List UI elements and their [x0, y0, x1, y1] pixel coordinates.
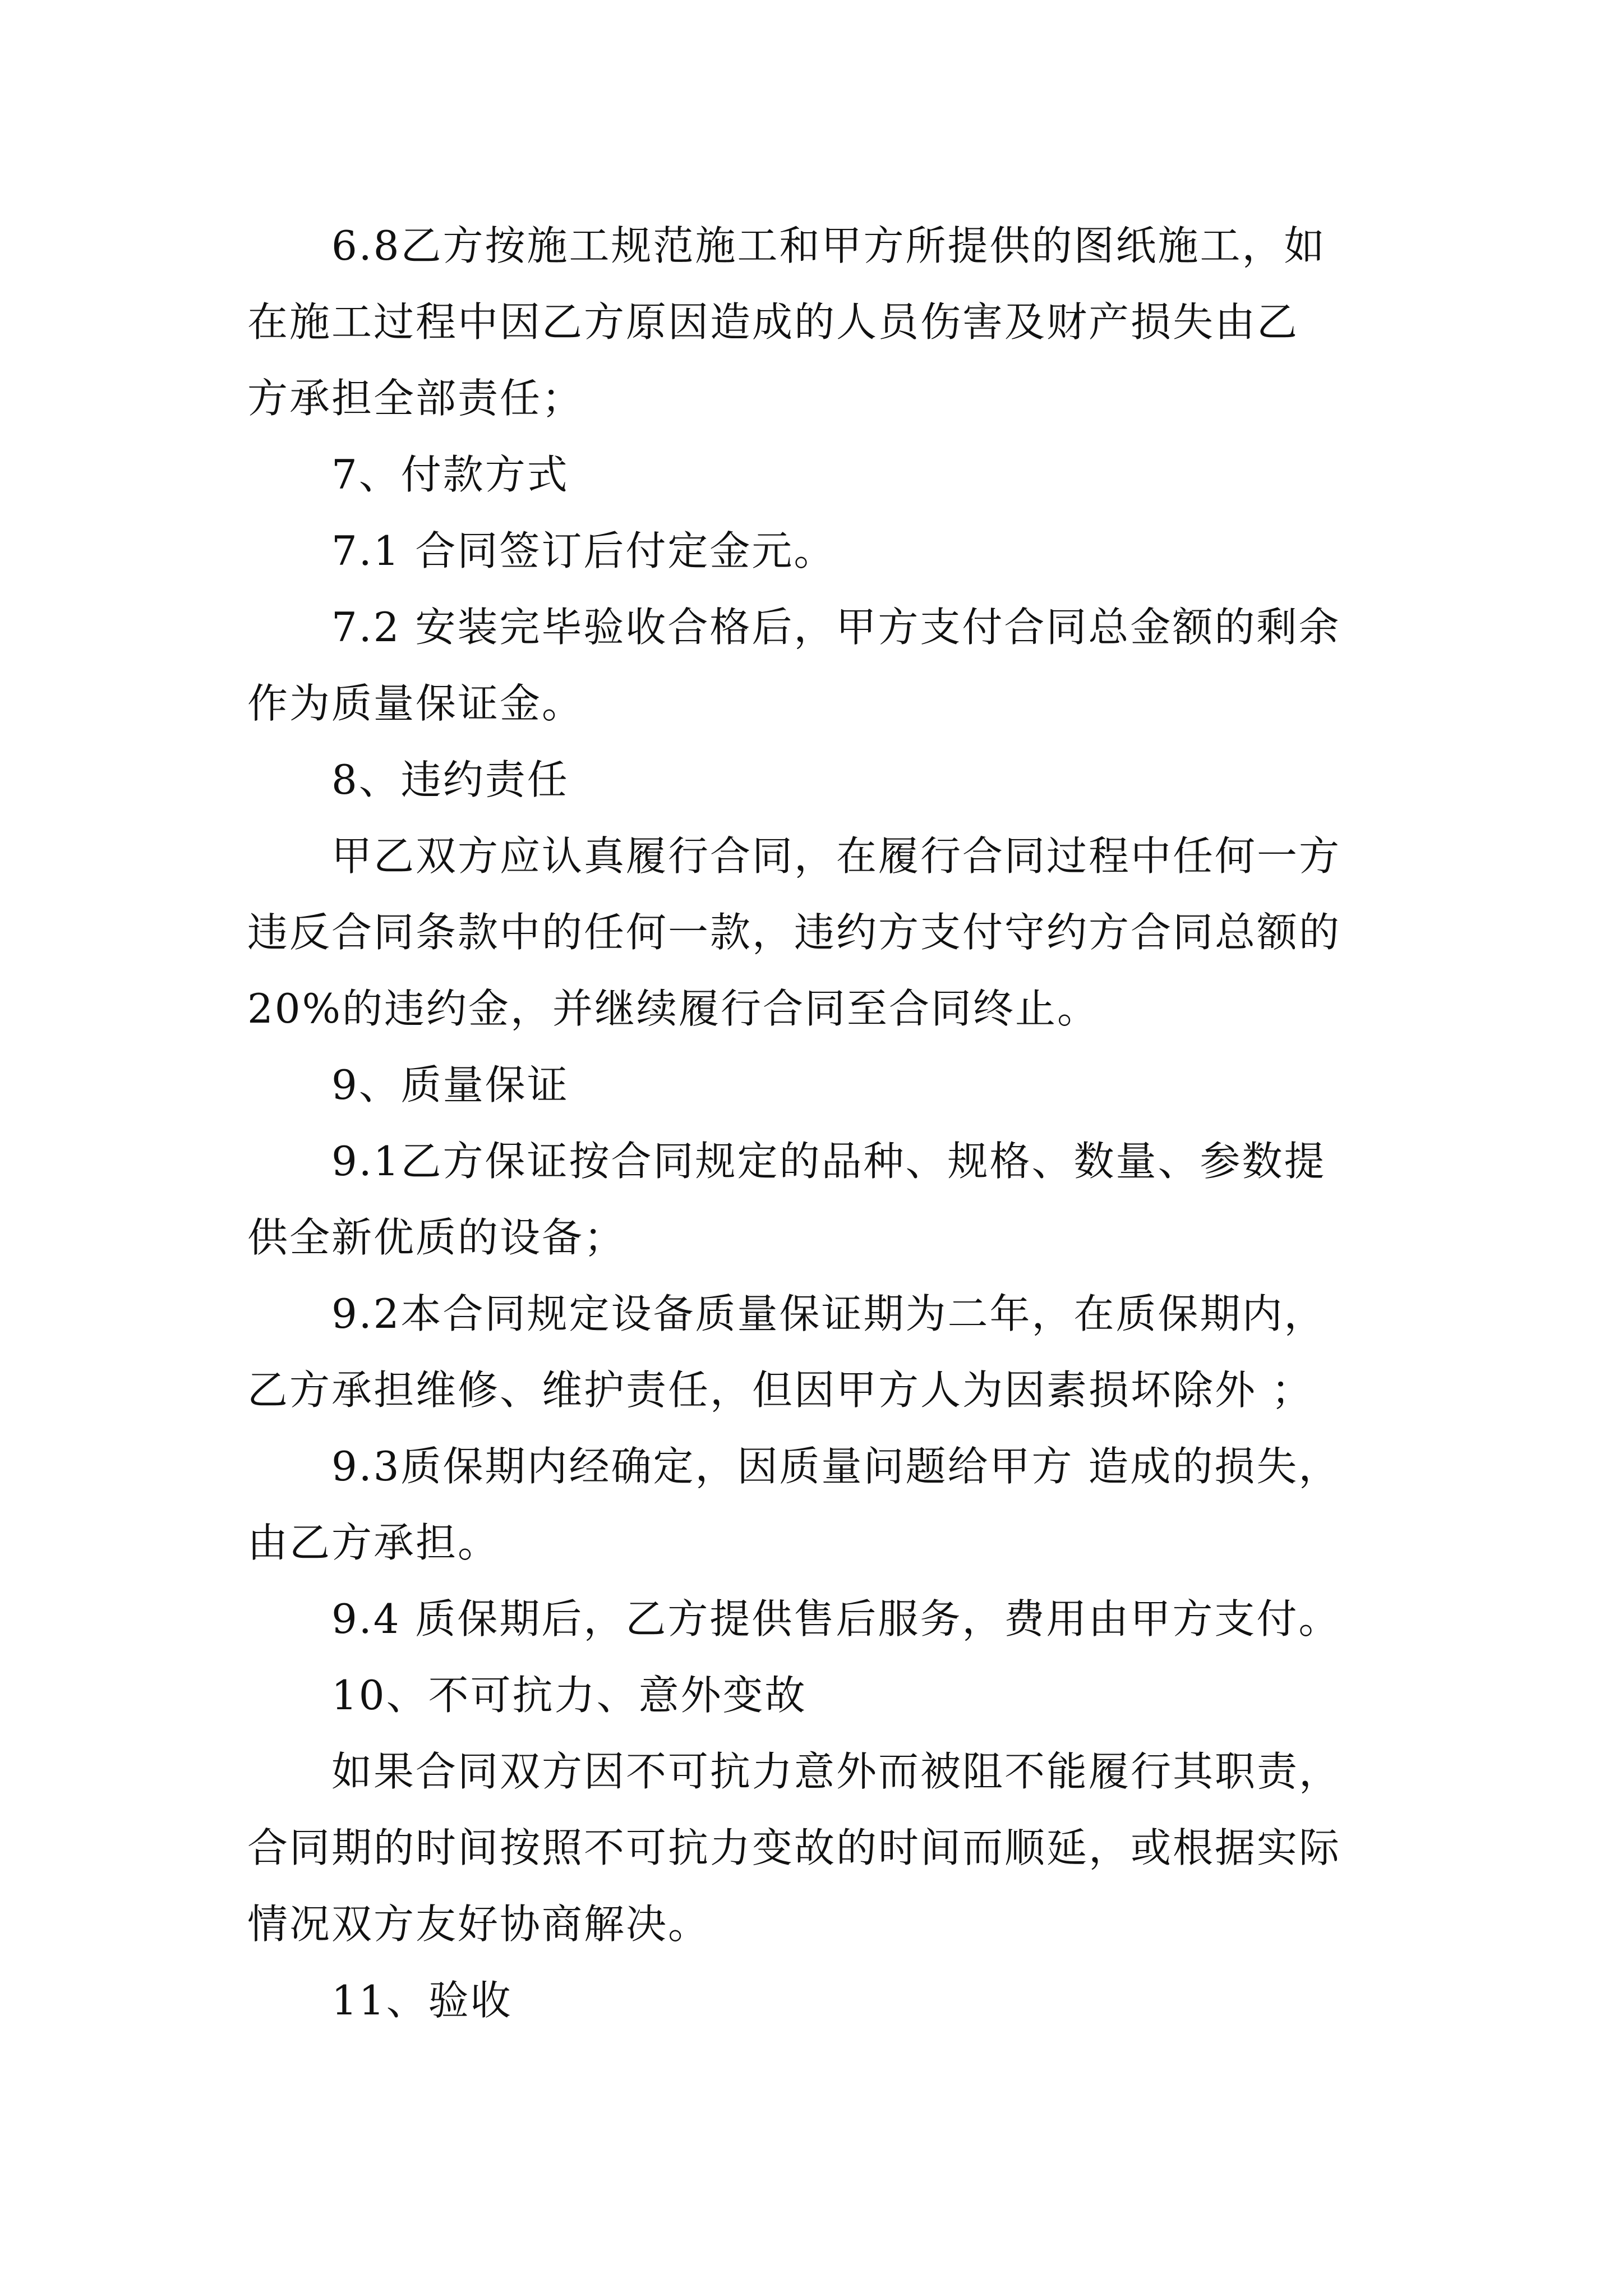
clause-9-3-line-1: 9.3质保期内经确定，因质量问题给甲方 造成的损失， [331, 1443, 1341, 1490]
document-body [247, 208, 1403, 2039]
section-8-heading: 8、违约责任 [331, 756, 569, 803]
section-10-paragraph-line-3: 情况双方友好协商解决。 [247, 1901, 711, 1948]
clause-7-2-line-2: 作为质量保证金。 [247, 680, 584, 727]
clause-6-8-line-1: 6.8乙方按施工规范施工和甲方所提供的图纸施工，如 [331, 222, 1326, 269]
clause-9-4: 9.4 质保期后，乙方提供售后服务，费用由甲方支付。 [331, 1595, 1341, 1642]
section-11-heading: 11、验收 [331, 1977, 513, 2024]
section-10-heading: 10、不可抗力、意外变故 [331, 1672, 807, 1719]
clause-9-3-line-2: 由乙方承担。 [247, 1519, 500, 1566]
section-10-paragraph-line-1: 如果合同双方因不可抗力意外而被阻不能履行其职责， [331, 1748, 1341, 1795]
section-9-heading: 9、质量保证 [331, 1061, 569, 1108]
clause-7-2-line-1: 7.2 安装完毕验收合格后，甲方支付合同总金额的剩余 [331, 604, 1341, 651]
section-8-paragraph-line-2: 违反合同条款中的任何一款，违约方支付守约方合同总额的 [247, 909, 1341, 956]
section-7-heading: 7、付款方式 [331, 451, 569, 498]
clause-7-1: 7.1 合同签订后付定金元。 [331, 527, 836, 574]
section-8-paragraph-line-1: 甲乙双方应认真履行合同，在履行合同过程中任何一方 [331, 832, 1341, 880]
clause-6-8-line-3: 方承担全部责任； [247, 375, 584, 422]
clause-9-1-line-1: 9.1乙方保证按合同规定的品种、规格、数量、参数提 [331, 1138, 1326, 1185]
clause-9-2-line-2: 乙方承担维修、维护责任，但因甲方人为因素损坏除外 ； [247, 1366, 1313, 1414]
section-10-paragraph-line-2: 合同期的时间按照不可抗力变故的时间而顺延，或根据实际 [247, 1824, 1341, 1871]
clause-9-1-line-2: 供全新优质的设备； [247, 1214, 626, 1261]
clause-9-2-line-1: 9.2本合同规定设备质量保证期为二年，在质保期内， [331, 1290, 1326, 1337]
clause-6-8-line-2: 在施工过程中因乙方原因造成的人员伤害及财产损失由乙 [247, 298, 1299, 346]
section-8-paragraph-line-3: 20%的违约金，并继续履行合同至合同终止。 [247, 985, 1100, 1032]
